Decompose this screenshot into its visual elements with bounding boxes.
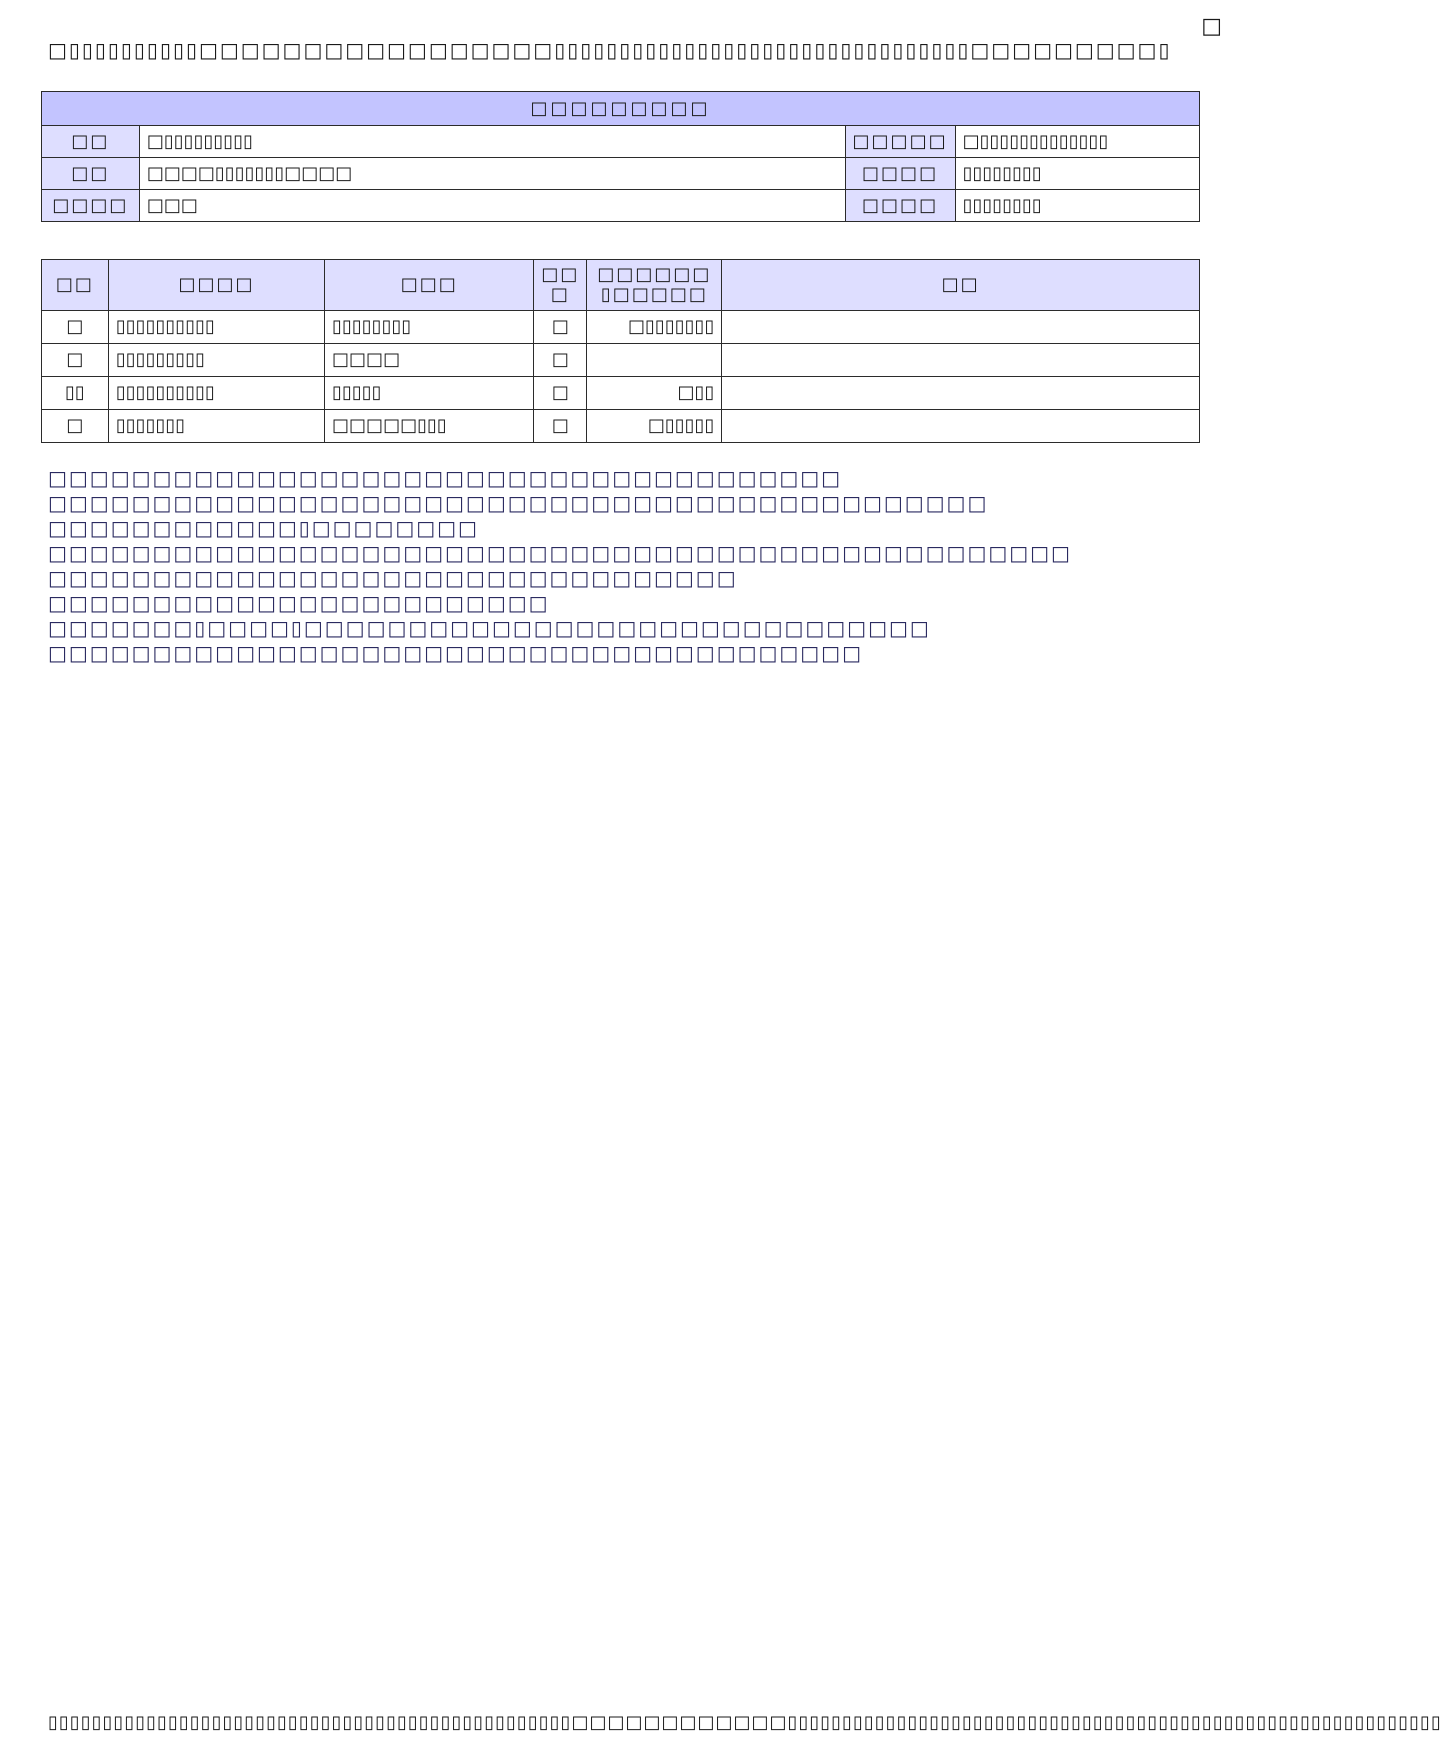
info-table (41, 91, 1200, 222)
items-table (41, 259, 1200, 443)
info-value: □▯▯▯▯▯▯▯▯▯ (139, 126, 845, 158)
table-cell: □▯▯▯▯▯▯▯ (587, 311, 722, 344)
table-cell: □□□□ (325, 344, 534, 377)
document-header-line: □▯▯▯▯▯▯▯▯▯▯□□□□□□□□□□□□□□□□□▯▯▯▯▯▯▯▯▯▯▯▯▯▯▯▯▯▯▯▯▯▯▯▯▯▯▯▯▯▯▯▯□□□□□□□□□▯ (48, 38, 1172, 62)
table-cell: □ (534, 377, 587, 410)
info-label: □□ (42, 158, 140, 190)
table-cell: □ (534, 311, 587, 344)
document-footer-line: ▯▯▯▯▯▯▯▯▯▯▯▯▯▯▯▯▯▯▯▯▯▯▯▯▯▯▯▯▯▯▯▯▯▯▯▯▯▯▯▯▯▯▯▯▯▯▯▯□□□□□□□□□□□□▯▯▯▯▯▯▯▯▯▯▯▯▯▯▯▯▯▯▯▯▯▯▯▯▯▯▯▯▯▯▯▯▯▯▯▯▯▯▯▯▯▯▯▯▯▯▯▯▯▯▯▯▯▯▯▯▯▯▯▯ (48, 1712, 1442, 1733)
note-line: □□□□□□□□□□□□□□□□□□□□□□□□□□□□□□□□□□□□□□□□□□□□□ (48, 491, 989, 515)
table-cell: □ (42, 311, 109, 344)
info-value: ▯▯▯▯▯▯▯▯ (955, 158, 1199, 190)
note-line: □□□□□□□□□□□□□□□□□□□□□□□□□□□□□□□□□□□□□□ (48, 466, 843, 490)
table-cell: □▯▯ (587, 377, 722, 410)
info-value: □▯▯▯▯▯▯▯▯▯▯▯▯▯ (955, 126, 1199, 158)
items-header-row (42, 260, 1200, 311)
info-table-section (41, 91, 1200, 222)
note-line: □□□□□□□□□□□□□□□□□□□□□□□□□□□□□□□□□□□□□□□□□□□□□□□□□ (48, 541, 1072, 565)
note-line: □□□□□□□□□□□□▯□□□□□□□□ (48, 516, 479, 540)
info-label: □□ (42, 126, 140, 158)
table-row (42, 377, 1200, 410)
info-row (42, 190, 1200, 222)
column-header: □□ (42, 260, 109, 311)
info-label: □□□□ (845, 190, 955, 222)
table-cell: ▯▯▯▯▯▯▯▯ (325, 311, 534, 344)
table-cell (722, 377, 1200, 410)
table-row (42, 410, 1200, 443)
table-cell: ▯▯ (42, 377, 109, 410)
notes-section (48, 466, 1180, 666)
info-row (42, 158, 1200, 190)
note-line: □□□□□□□▯□□□□▯□□□□□□□□□□□□□□□□□□□□□□□□□□□□□□ (48, 616, 931, 640)
table-cell: ▯▯▯▯▯▯▯▯▯ (108, 344, 324, 377)
table-cell: □ (534, 410, 587, 443)
table-cell (587, 344, 722, 377)
info-value: ▯▯▯▯▯▯▯▯ (955, 190, 1199, 222)
info-value: □□□□▯▯▯▯▯▯▯□□□□ (139, 158, 845, 190)
table-cell: ▯▯▯▯▯▯▯ (108, 410, 324, 443)
info-row (42, 126, 1200, 158)
table-cell: □ (42, 410, 109, 443)
table-cell: ▯▯▯▯▯ (325, 377, 534, 410)
info-label: □□□□□ (845, 126, 955, 158)
table-cell (722, 344, 1200, 377)
note-line: □□□□□□□□□□□□□□□□□□□□□□□□□□□□□□□□□□□□□□□ (48, 641, 863, 665)
table-cell (722, 410, 1200, 443)
table-cell: ▯▯▯▯▯▯▯▯▯▯ (108, 311, 324, 344)
table-row (42, 344, 1200, 377)
table-cell: □▯▯▯▯▯ (587, 410, 722, 443)
table-cell (722, 311, 1200, 344)
column-header: □□□□ (108, 260, 324, 311)
column-header: □□ (722, 260, 1200, 311)
corner-mark: □ (1201, 14, 1222, 39)
items-table-section (41, 259, 1200, 443)
info-table-title: □□□□□□□□□ (42, 92, 1200, 126)
column-header: □□ □ (534, 260, 587, 311)
note-line: □□□□□□□□□□□□□□□□□□□□□□□□ (48, 591, 550, 615)
table-cell: ▯▯▯▯▯▯▯▯▯▯ (108, 377, 324, 410)
note-line: □□□□□□□□□□□□□□□□□□□□□□□□□□□□□□□□□ (48, 566, 738, 590)
info-label: □□□□ (845, 158, 955, 190)
table-cell: □ (534, 344, 587, 377)
column-header: □□□ (325, 260, 534, 311)
info-value: □□□ (139, 190, 845, 222)
column-header: □□□□□□ ▯□□□□□ (587, 260, 722, 311)
table-cell: □□□□□▯▯▯ (325, 410, 534, 443)
table-row (42, 311, 1200, 344)
table-cell: □ (42, 344, 109, 377)
info-label: □□□□ (42, 190, 140, 222)
